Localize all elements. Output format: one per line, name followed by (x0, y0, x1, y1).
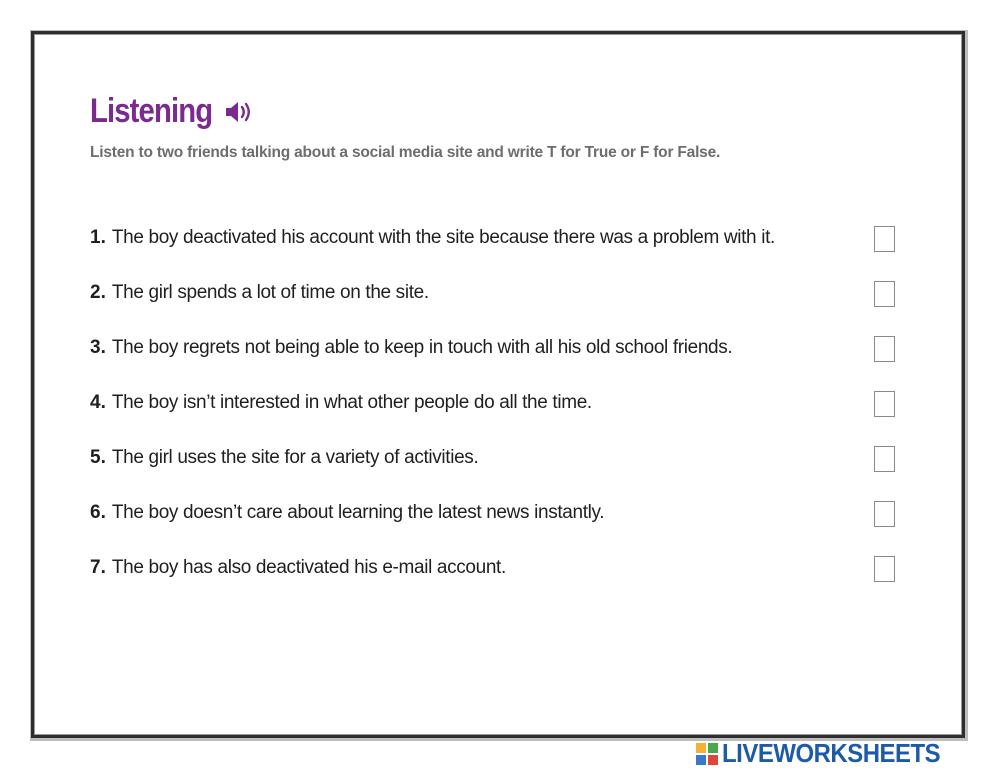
question-item (90, 334, 902, 389)
speaker-icon[interactable] (222, 97, 254, 127)
answer-box[interactable] (874, 556, 895, 582)
question-number: 5. (90, 447, 106, 468)
question-item (90, 224, 902, 279)
answer-box[interactable] (874, 391, 895, 417)
question-text: The boy regrets not being able to keep in touch with all his old school friends. (111, 337, 733, 358)
question-number: 3. (90, 337, 106, 358)
question-text: The boy doesn’t care about learning the latest news instantly. (111, 502, 605, 523)
liveworksheets-logo-icon (696, 743, 718, 765)
question-number: 2. (90, 282, 106, 303)
brand-name: LIVEWORKSHEETS (722, 738, 941, 768)
question-item (90, 444, 902, 499)
answer-box[interactable] (874, 336, 895, 362)
brand-footer (696, 738, 959, 769)
question-text: The boy has also deactivated his e-mail account. (111, 557, 506, 578)
answer-box[interactable] (874, 226, 895, 252)
question-text: The girl uses the site for a variety of activities. (111, 447, 479, 468)
question-item (90, 389, 902, 444)
question-list (90, 224, 902, 609)
section-title: Listening (90, 92, 213, 130)
question-text: The boy deactivated his account with the site because there was a problem with it. (111, 227, 775, 248)
question-number: 7. (90, 557, 106, 578)
answer-box[interactable] (874, 281, 895, 307)
worksheet-page (31, 31, 965, 738)
question-number: 4. (90, 392, 106, 413)
answer-box[interactable] (874, 446, 895, 472)
answer-box[interactable] (874, 501, 895, 527)
question-text: The boy isn’t interested in what other people do all the time. (111, 392, 592, 413)
section-heading (90, 92, 254, 131)
question-number: 1. (90, 227, 106, 248)
question-number: 6. (90, 502, 106, 523)
instructions-text: Listen to two friends talking about a social media site and write T for True or F for False. (90, 144, 721, 161)
question-item (90, 279, 902, 334)
question-item (90, 499, 902, 554)
question-item (90, 554, 902, 609)
question-text: The girl spends a lot of time on the site. (111, 282, 429, 303)
